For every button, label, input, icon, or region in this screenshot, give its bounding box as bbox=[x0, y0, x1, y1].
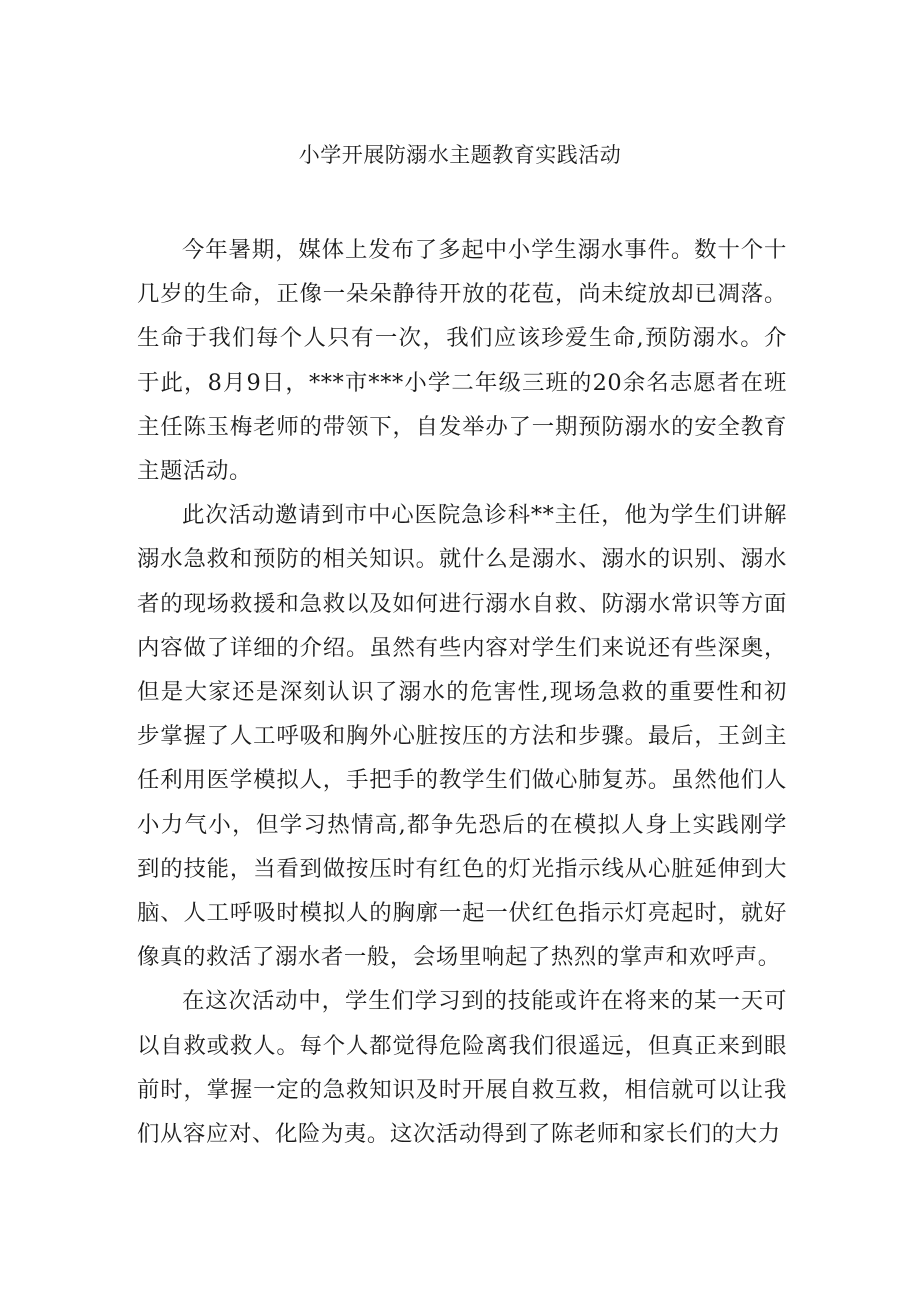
document-body bbox=[137, 228, 787, 1156]
paragraph-1: 今年暑期，媒体上发布了多起中小学生溺水事件。数十个十几岁的生命，正像一朵朵静待开放的花苞，尚未绽放却已凋落。生命于我们每个人只有一次，我们应该珍爱生命,预防溺水。介于此，8月9日，***市***小学二年级三班的20余名志愿者在班主任陈玉梅老师的带领下，自发举办了一期预防溺水的安全教育主题活动。 bbox=[137, 237, 787, 485]
paragraph-3: 在这次活动中，学生们学习到的技能或许在将来的某一天可以自救或救人。每个人都觉得危险离我们很遥远，但真正来到眼前时，掌握一定的急救知识及时开展自救互救，相信就可以让我们从容应对、化险为夷。这次活动得到了陈老师和家长们的大力 bbox=[137, 988, 787, 1148]
document-title: 小学开展防溺水主题教育实践活动 bbox=[298, 143, 622, 167]
paragraph-2: 此次活动邀请到市中心医院急诊科**主任，他为学生们讲解溺水急救和预防的相关知识。就什么是溺水、溺水的识别、溺水者的现场救援和急救以及如何进行溺水自救、防溺水常识等方面内容做了详细的介绍。虽然有些内容对学生们来说还有些深奥，但是大家还是深刻认识了溺水的危害性,现场急救的重要性和初步掌握了人工呼吸和胸外心脏按压的方法和步骤。最后，王剑主任利用医学模拟人，手把手的教学生们做心肺复苏。虽然他们人小力气小，但学习热情高,都争先恐后的在模拟人身上实践刚学到的技能，当看到做按压时有红色的灯光指示线从心脏延伸到大脑、人工呼吸时模拟人的胸廓一起一伏红色指示灯亮起时，就好像真的救活了溺水者一般，会场里响起了热烈的掌声和欢呼声。 bbox=[137, 502, 787, 971]
